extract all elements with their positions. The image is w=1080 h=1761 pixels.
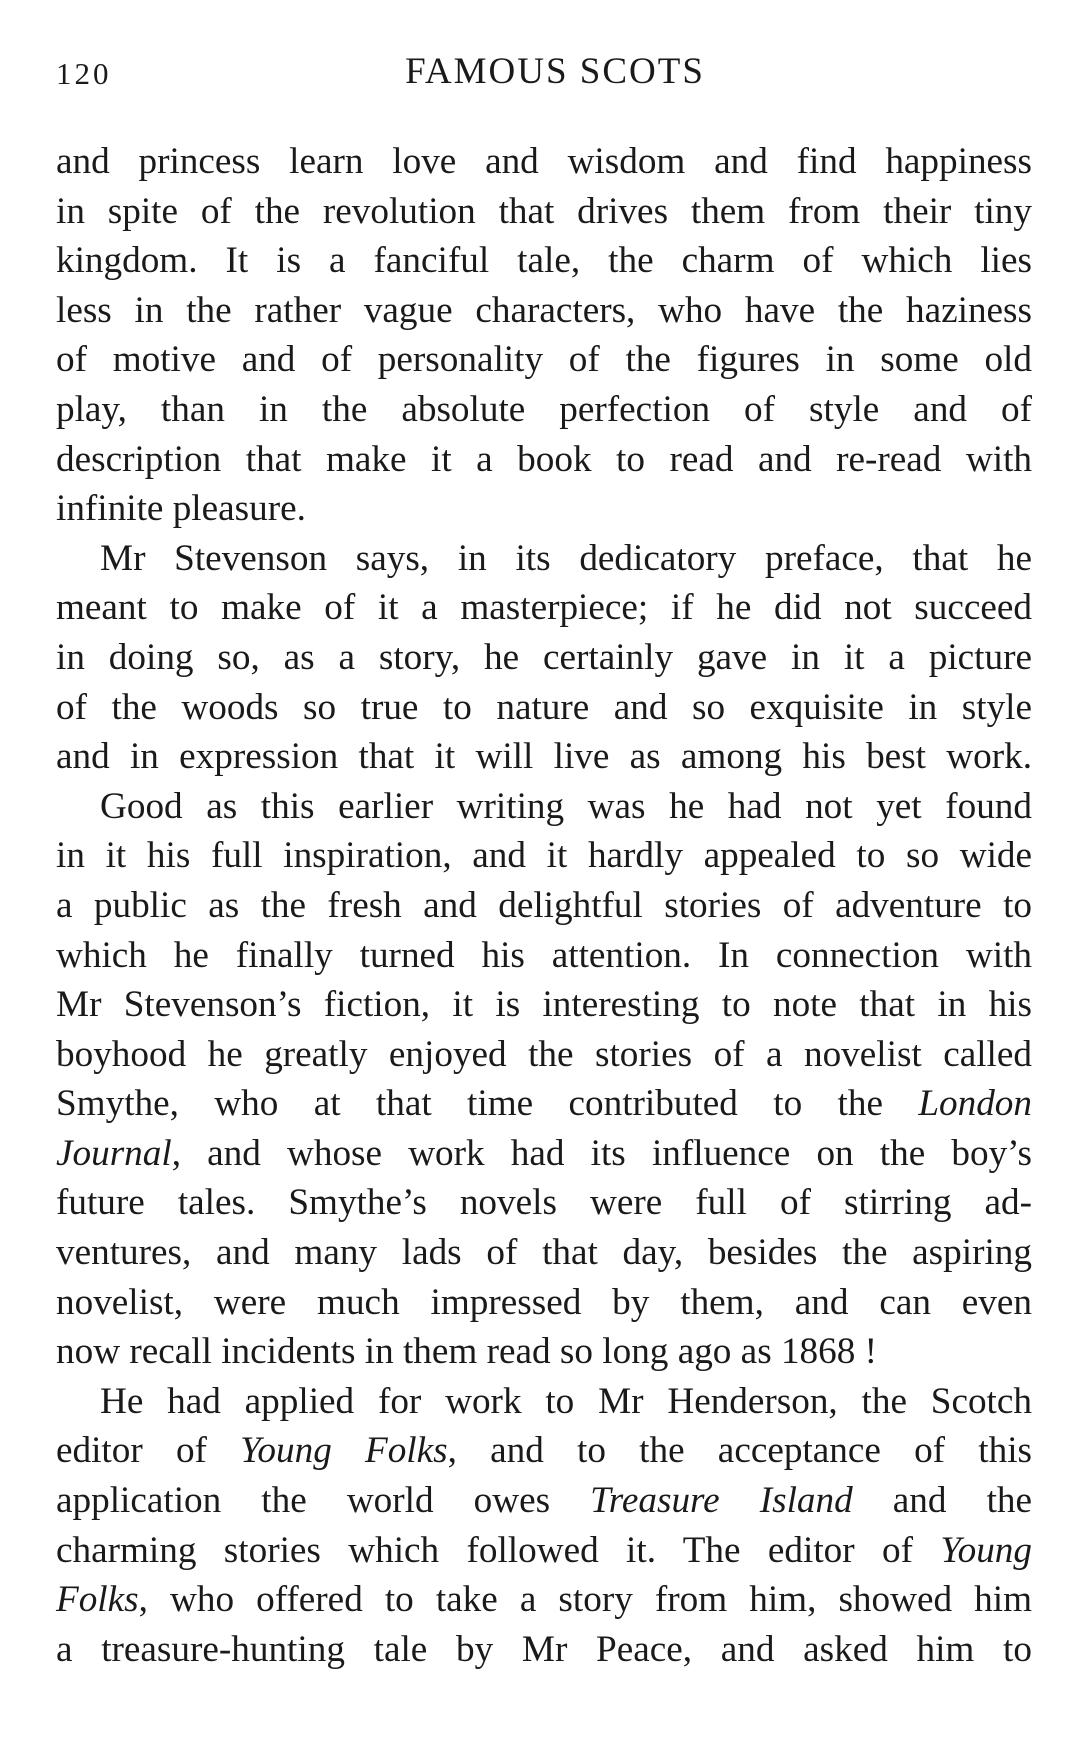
text-line: a public as the fresh and delightful stories of adventure to (56, 884, 1032, 926)
page-number: 120 (56, 56, 112, 91)
text-line: description that make it a book to read and re-read with (56, 438, 1032, 480)
italic-title: Young (940, 1529, 1032, 1571)
text-line: boyhood he greatly enjoyed the stories of a novelist called (56, 1033, 1032, 1075)
italic-title: Young Folks (240, 1430, 448, 1472)
text-line: ventures, and many lads of that day, besides the aspiring (56, 1232, 1032, 1274)
text-line: novelist, were much impressed by them, and can even (56, 1281, 1032, 1323)
text-line: Mr Stevenson says, in its dedicatory preface, that he (100, 537, 1032, 579)
italic-title: Treasure Island (590, 1480, 853, 1522)
text-line: of the woods so true to nature and so exquisite in style (56, 686, 1032, 728)
text-line: Smythe, who at that time contributed to the London (56, 1083, 1032, 1125)
text-line: a treasure-hunting tale by Mr Peace, and asked him to (56, 1628, 1032, 1670)
text-line: future tales. Smythe’s novels were full of stirring ad- (56, 1182, 1032, 1224)
text-line: charming stories which followed it. The editor of Young (56, 1529, 1032, 1571)
text-line: Mr Stevenson’s fiction, it is interesting to note that in his (56, 984, 1032, 1026)
running-head (56, 50, 1024, 98)
text-line: infinite pleasure. (56, 488, 306, 530)
text-line: in it his full inspiration, and it hardly appealed to so wide (56, 835, 1032, 877)
text-line: in spite of the revolution that drives them from their tiny (56, 190, 1032, 232)
text-line: less in the rather vague characters, who have the haziness (56, 289, 1032, 331)
text-line: meant to make of it a masterpiece; if he did not succeed (56, 587, 1032, 629)
text-line: Journal, and whose work had its influence on the boy’s (56, 1132, 1032, 1174)
text-line: editor of Young Folks, and to the acceptance of this (56, 1430, 1032, 1472)
text-line: and princess learn love and wisdom and find happiness (56, 141, 1032, 182)
running-title: FAMOUS SCOTS (405, 51, 705, 92)
italic-title: Journal (56, 1132, 172, 1174)
text-line: application the world owes Treasure Island and the (56, 1480, 1033, 1522)
text-line: He had applied for work to Mr Henderson, the Scotch (100, 1380, 1032, 1422)
italic-title: London (918, 1083, 1032, 1125)
text-line: and in expression that it will live as among his best work. (56, 736, 1032, 778)
text-line: play, than in the absolute perfection of style and of (56, 388, 1032, 430)
body-text (56, 137, 1032, 1674)
text-line: Good as this earlier writing was he had not yet found (100, 785, 1032, 827)
text-line: kingdom. It is a fanciful tale, the charm of which lies (56, 240, 1032, 282)
text-line: now recall incidents in them read so long ago as 1868 ! (56, 1331, 878, 1373)
text-line: Folks, who offered to take a story from him, showed him (56, 1579, 1032, 1621)
text-line: of motive and of personality of the figures in some old (56, 339, 1032, 381)
text-line: in doing so, as a story, he certainly gave in it a picture (56, 636, 1032, 678)
italic-title: Folks (56, 1579, 139, 1621)
text-line: which he finally turned his attention. In connection with (56, 934, 1032, 976)
